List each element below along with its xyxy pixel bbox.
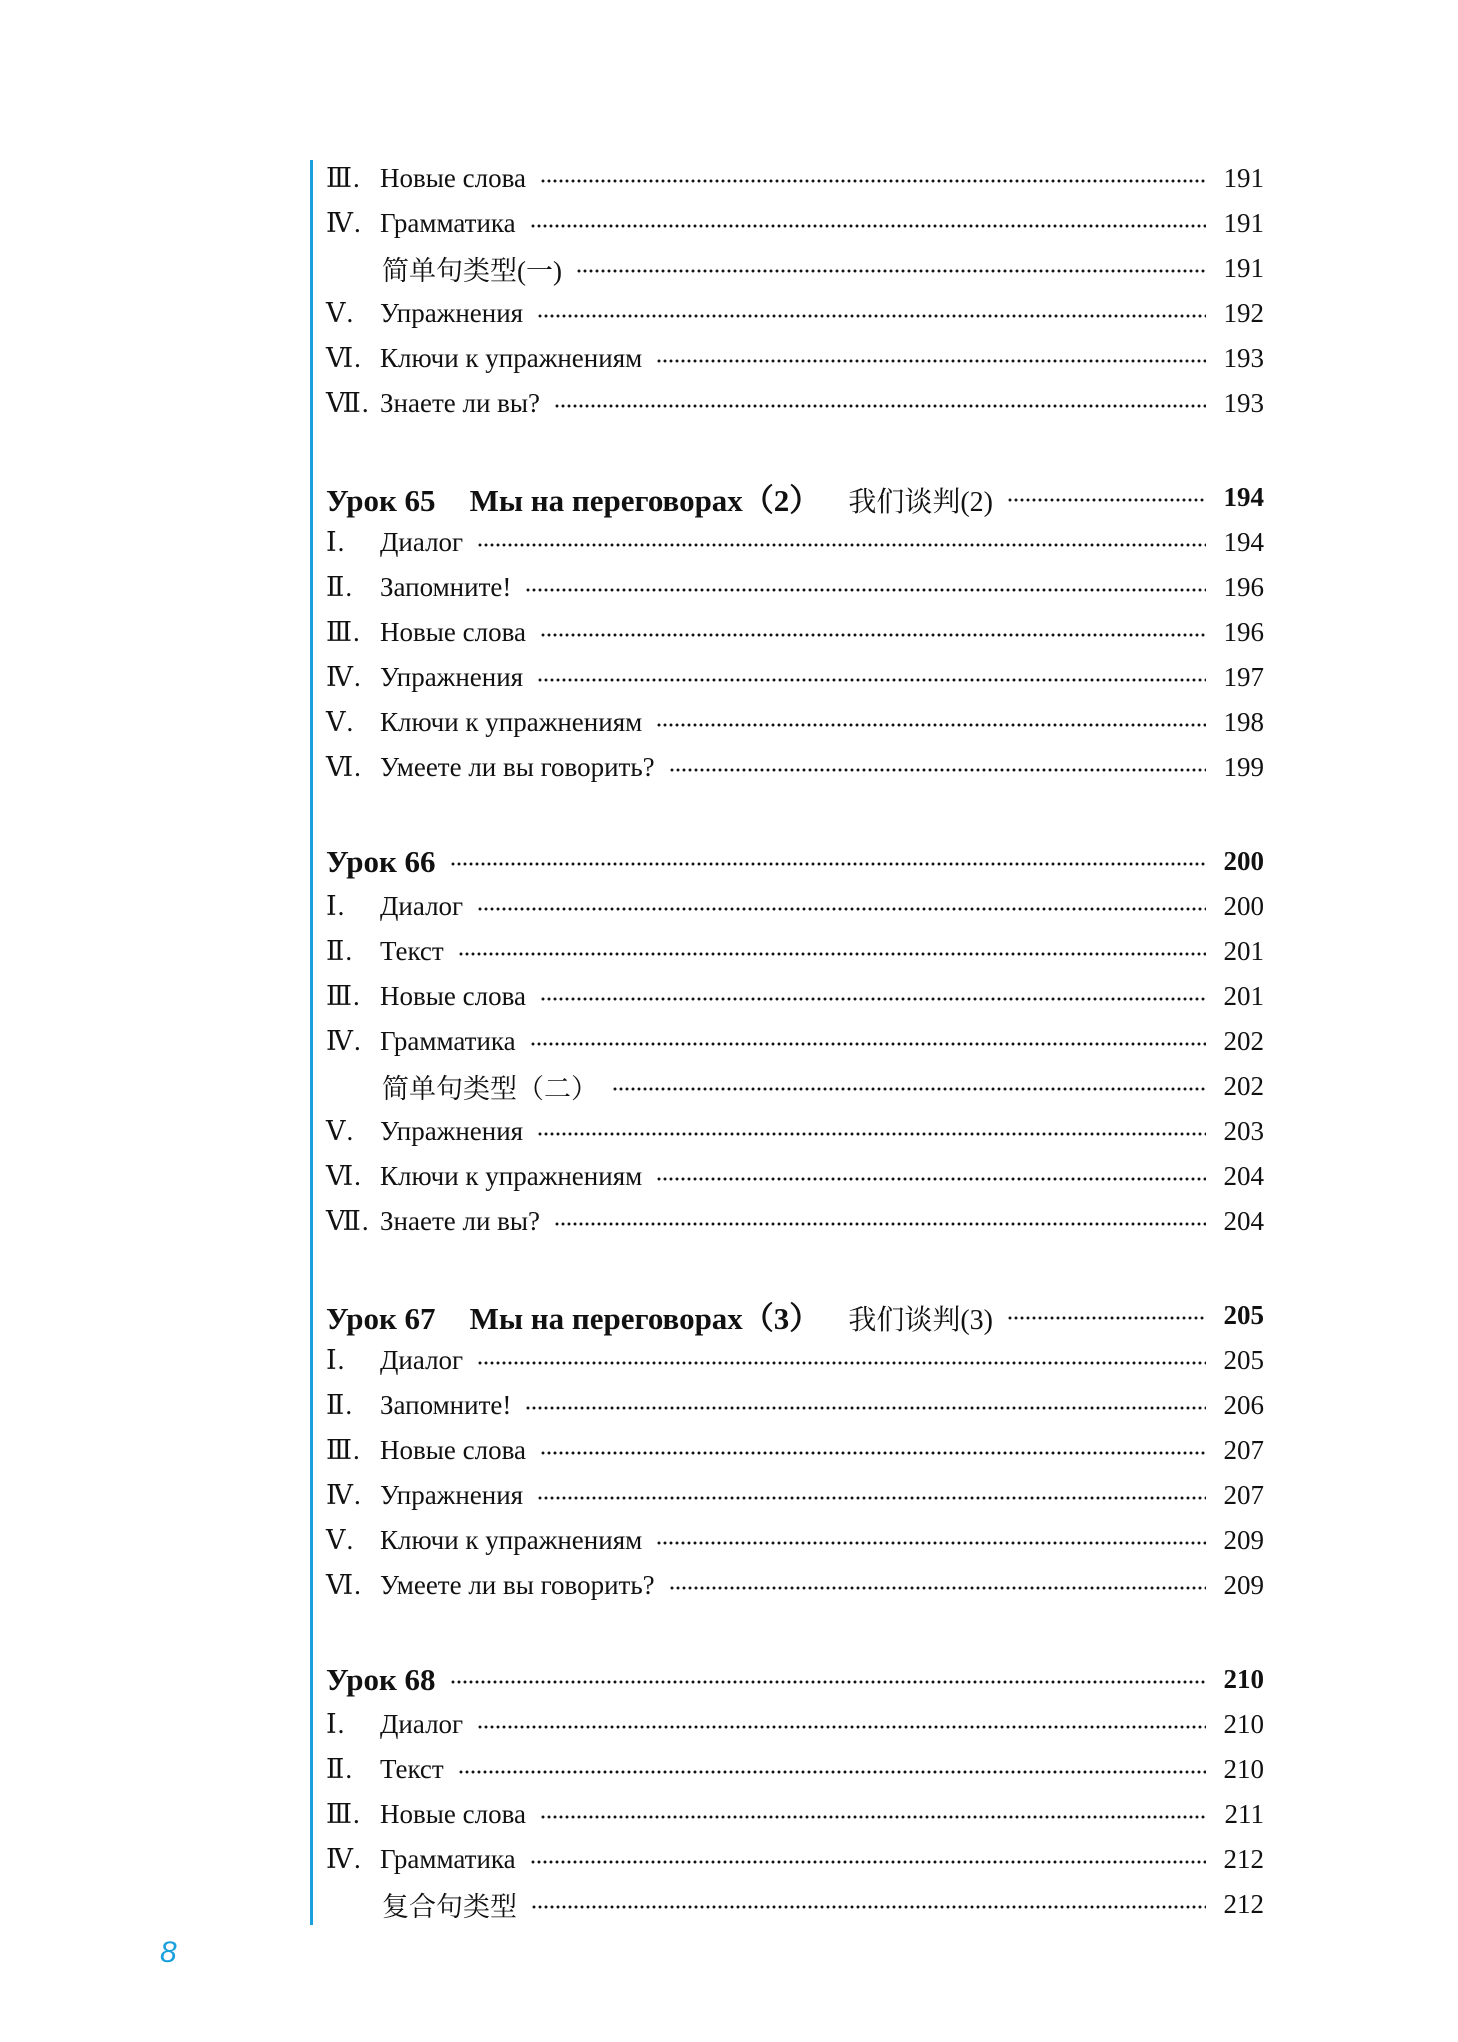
entry-title: Диалог bbox=[380, 527, 464, 557]
page-ref: 201 bbox=[1223, 981, 1264, 1011]
toc-entry[interactable] bbox=[326, 291, 1264, 336]
roman-numeral: Ⅱ. bbox=[326, 1754, 354, 1784]
entry-title: Знаете ли вы? bbox=[380, 1206, 541, 1236]
roman-numeral: Ⅲ. bbox=[326, 1435, 361, 1465]
entry-title: Упражнения bbox=[380, 1116, 524, 1146]
roman-numeral: Ⅳ. bbox=[326, 1026, 362, 1056]
roman-numeral: Ⅱ. bbox=[326, 572, 354, 602]
dot-leader bbox=[669, 767, 1206, 773]
page-ref: 193 bbox=[1223, 388, 1264, 418]
entry-title: Новые слова bbox=[380, 1799, 526, 1829]
page-ref: 210 bbox=[1223, 1709, 1264, 1739]
page-ref: 206 bbox=[1223, 1390, 1264, 1420]
toc-entry[interactable] bbox=[326, 1019, 1264, 1064]
entry-title: Новые слова bbox=[380, 1435, 526, 1465]
roman-numeral: Ⅵ. bbox=[326, 1161, 362, 1191]
lesson-title bbox=[326, 475, 993, 520]
toc-entry[interactable] bbox=[326, 700, 1264, 745]
page-ref: 209 bbox=[1223, 1525, 1264, 1555]
page-ref: 191 bbox=[1223, 208, 1264, 238]
entry-title: Упражнения bbox=[380, 298, 524, 328]
dot-leader bbox=[530, 1041, 1206, 1047]
roman-numeral: Ⅶ. bbox=[326, 388, 370, 418]
entry-title: Диалог bbox=[380, 1709, 464, 1739]
toc-entry[interactable] bbox=[326, 745, 1264, 790]
roman-numeral: Ⅴ. bbox=[326, 1116, 355, 1146]
dot-leader bbox=[554, 1221, 1206, 1227]
page-ref: 211 bbox=[1224, 1799, 1264, 1829]
lesson-label: Урок 67 bbox=[326, 1301, 436, 1336]
entry-title: Текст bbox=[380, 1754, 444, 1784]
dot-leader bbox=[540, 178, 1206, 184]
toc-entry[interactable] bbox=[326, 1563, 1264, 1608]
toc-entry[interactable] bbox=[326, 610, 1264, 655]
page-ref: 194 bbox=[1223, 482, 1264, 512]
roman-numeral: Ⅲ. bbox=[326, 981, 361, 1011]
roman-numeral: Ⅵ. bbox=[326, 752, 362, 782]
table-of-contents bbox=[326, 156, 1264, 1927]
dot-leader bbox=[525, 587, 1206, 593]
toc-entry[interactable] bbox=[326, 974, 1264, 1019]
margin-accent-bar bbox=[310, 160, 313, 1925]
roman-numeral: Ⅲ. bbox=[326, 1799, 361, 1829]
roman-numeral: Ⅱ. bbox=[326, 936, 354, 966]
entry-title: Умеете ли вы говорить? bbox=[380, 1570, 655, 1600]
toc-entry[interactable] bbox=[326, 1109, 1264, 1154]
page-ref: 200 bbox=[1223, 891, 1264, 921]
toc-entry[interactable] bbox=[326, 929, 1264, 974]
roman-numeral: Ⅵ. bbox=[326, 343, 362, 373]
lesson-title bbox=[326, 1662, 436, 1698]
page-ref: 196 bbox=[1223, 572, 1264, 602]
page-ref: 193 bbox=[1223, 343, 1264, 373]
dot-leader bbox=[669, 1585, 1206, 1591]
page-ref: 212 bbox=[1223, 1889, 1264, 1919]
roman-numeral: Ⅳ. bbox=[326, 1844, 362, 1874]
roman-numeral: Ⅳ. bbox=[326, 208, 362, 238]
page-ref: 201 bbox=[1223, 936, 1264, 966]
toc-entry[interactable] bbox=[326, 246, 1264, 291]
roman-numeral: Ⅱ. bbox=[326, 1390, 354, 1420]
lesson-heading[interactable] bbox=[326, 1657, 1264, 1702]
dot-leader bbox=[554, 403, 1206, 409]
entry-title: Диалог bbox=[380, 891, 464, 921]
entry-title: 简单句类型（二） bbox=[382, 1074, 598, 1104]
roman-numeral: Ⅳ. bbox=[326, 1480, 362, 1510]
toc-entry[interactable] bbox=[326, 1383, 1264, 1428]
lesson-heading[interactable] bbox=[326, 839, 1264, 884]
page-ref: 194 bbox=[1223, 527, 1264, 557]
dot-leader bbox=[530, 223, 1206, 229]
roman-numeral: Ⅰ. bbox=[326, 891, 346, 921]
roman-numeral: Ⅰ. bbox=[326, 527, 346, 557]
entry-title: Ключи к упражнениям bbox=[380, 707, 643, 737]
toc-entry[interactable] bbox=[326, 1792, 1264, 1837]
dot-leader bbox=[537, 313, 1206, 319]
roman-numeral: Ⅲ. bbox=[326, 617, 361, 647]
lesson-label: Урок 66 bbox=[326, 843, 436, 879]
roman-numeral: Ⅵ. bbox=[326, 1570, 362, 1600]
entry-title: Новые слова bbox=[380, 617, 526, 647]
toc-entry[interactable] bbox=[326, 1199, 1264, 1244]
roman-numeral: Ⅲ. bbox=[326, 163, 361, 193]
page-ref: 205 bbox=[1223, 1300, 1264, 1330]
entry-title: Грамматика bbox=[380, 1026, 516, 1056]
dot-leader bbox=[656, 358, 1206, 364]
dot-leader bbox=[450, 861, 1206, 867]
toc-entry[interactable] bbox=[326, 520, 1264, 565]
page-ref: 200 bbox=[1223, 846, 1264, 876]
entry-title: 复合句类型 bbox=[382, 1892, 517, 1922]
lesson-label: Урок 68 bbox=[326, 1661, 436, 1697]
entry-title: Знаете ли вы? bbox=[380, 388, 541, 418]
toc-entry[interactable] bbox=[326, 201, 1264, 246]
entry-title: Ключи к упражнениям bbox=[380, 343, 643, 373]
dot-leader bbox=[537, 1495, 1206, 1501]
lesson-label: Урок 65 bbox=[326, 483, 436, 518]
dot-leader bbox=[540, 996, 1206, 1002]
entry-title: Запомните! bbox=[380, 1390, 512, 1420]
dot-leader bbox=[1007, 1315, 1206, 1321]
dot-leader bbox=[477, 542, 1206, 548]
lesson-heading[interactable] bbox=[326, 1293, 1264, 1338]
roman-numeral: Ⅰ. bbox=[326, 1345, 346, 1375]
toc-section bbox=[326, 1293, 1264, 1608]
lesson-title-zh: 我们谈判(3) bbox=[848, 1305, 993, 1336]
entry-title: Упражнения bbox=[380, 1480, 524, 1510]
dot-leader bbox=[656, 1176, 1206, 1182]
page-ref: 210 bbox=[1223, 1664, 1264, 1694]
lesson-title bbox=[326, 1293, 993, 1338]
lesson-title-zh: 我们谈判(2) bbox=[848, 487, 993, 518]
entry-title: Упражнения bbox=[380, 662, 524, 692]
toc-section bbox=[326, 1657, 1264, 1927]
roman-numeral: Ⅰ. bbox=[326, 1709, 346, 1739]
page-ref: 196 bbox=[1223, 617, 1264, 647]
page-ref: 204 bbox=[1223, 1206, 1264, 1236]
page-ref: 199 bbox=[1223, 752, 1264, 782]
dot-leader bbox=[477, 1724, 1206, 1730]
page-ref: 210 bbox=[1223, 1754, 1264, 1784]
page-ref: 191 bbox=[1223, 253, 1264, 283]
entry-title: Текст bbox=[380, 936, 444, 966]
dot-leader bbox=[477, 1360, 1206, 1366]
dot-leader bbox=[458, 1769, 1206, 1775]
roman-numeral: Ⅶ. bbox=[326, 1206, 370, 1236]
page-ref: 198 bbox=[1223, 707, 1264, 737]
entry-title: Новые слова bbox=[380, 981, 526, 1011]
toc-entry[interactable] bbox=[326, 565, 1264, 610]
lesson-title-ru: Мы на переговорах（2） bbox=[469, 483, 821, 518]
toc-entry[interactable] bbox=[326, 336, 1264, 381]
toc-section bbox=[326, 839, 1264, 1244]
dot-leader bbox=[537, 677, 1206, 683]
toc-entry[interactable] bbox=[326, 1702, 1264, 1747]
roman-numeral: Ⅴ. bbox=[326, 1525, 355, 1555]
page-ref: 203 bbox=[1223, 1116, 1264, 1146]
page-ref: 209 bbox=[1223, 1570, 1264, 1600]
toc-entry[interactable] bbox=[326, 1473, 1264, 1518]
dot-leader bbox=[656, 722, 1206, 728]
dot-leader bbox=[458, 951, 1206, 957]
lesson-title-ru: Мы на переговорах（3） bbox=[469, 1301, 821, 1336]
page-ref: 191 bbox=[1223, 163, 1264, 193]
toc-entry[interactable] bbox=[326, 655, 1264, 700]
toc-entry[interactable] bbox=[326, 1338, 1264, 1383]
toc-entry[interactable] bbox=[326, 1064, 1264, 1109]
dot-leader bbox=[450, 1679, 1206, 1685]
roman-numeral: Ⅳ. bbox=[326, 662, 362, 692]
dot-leader bbox=[656, 1540, 1206, 1546]
dot-leader bbox=[531, 1904, 1206, 1910]
toc-entry[interactable] bbox=[326, 1154, 1264, 1199]
toc-entry[interactable] bbox=[326, 884, 1264, 929]
toc-entry[interactable] bbox=[326, 1837, 1264, 1882]
toc-entry[interactable] bbox=[326, 1747, 1264, 1792]
toc-entry[interactable] bbox=[326, 1882, 1264, 1927]
toc-entry[interactable] bbox=[326, 1518, 1264, 1563]
page-number: 8 bbox=[160, 1936, 177, 1969]
dot-leader bbox=[525, 1405, 1206, 1411]
roman-numeral: Ⅴ. bbox=[326, 298, 355, 328]
dot-leader bbox=[477, 906, 1206, 912]
lesson-heading[interactable] bbox=[326, 475, 1264, 520]
entry-title: Ключи к упражнениям bbox=[380, 1525, 643, 1555]
dot-leader bbox=[537, 1131, 1206, 1137]
entry-title: Запомните! bbox=[380, 572, 512, 602]
page-ref: 205 bbox=[1223, 1345, 1264, 1375]
entry-title: Ключи к упражнениям bbox=[380, 1161, 643, 1191]
page-ref: 207 bbox=[1223, 1435, 1264, 1465]
dot-leader bbox=[576, 268, 1206, 274]
entry-title: Диалог bbox=[380, 1345, 464, 1375]
dot-leader bbox=[540, 632, 1206, 638]
dot-leader bbox=[612, 1086, 1206, 1092]
page-ref: 204 bbox=[1223, 1161, 1264, 1191]
dot-leader bbox=[1007, 497, 1206, 503]
dot-leader bbox=[530, 1859, 1206, 1865]
toc-entry[interactable] bbox=[326, 156, 1264, 201]
entry-title: Умеете ли вы говорить? bbox=[380, 752, 655, 782]
roman-numeral: Ⅴ. bbox=[326, 707, 355, 737]
page-ref: 197 bbox=[1223, 662, 1264, 692]
page-ref: 202 bbox=[1223, 1026, 1264, 1056]
toc-section bbox=[326, 475, 1264, 790]
page-ref: 192 bbox=[1223, 298, 1264, 328]
page-ref: 207 bbox=[1223, 1480, 1264, 1510]
entry-title: Новые слова bbox=[380, 163, 526, 193]
toc-section bbox=[326, 156, 1264, 426]
toc-entry[interactable] bbox=[326, 1428, 1264, 1473]
entry-title: Грамматика bbox=[380, 1844, 516, 1874]
entry-title: 简单句类型(一) bbox=[382, 256, 562, 286]
entry-title: Грамматика bbox=[380, 208, 516, 238]
dot-leader bbox=[540, 1814, 1206, 1820]
page-ref: 212 bbox=[1223, 1844, 1264, 1874]
lesson-title bbox=[326, 844, 436, 880]
page-ref: 202 bbox=[1223, 1071, 1264, 1101]
toc-entry[interactable] bbox=[326, 381, 1264, 426]
dot-leader bbox=[540, 1450, 1206, 1456]
